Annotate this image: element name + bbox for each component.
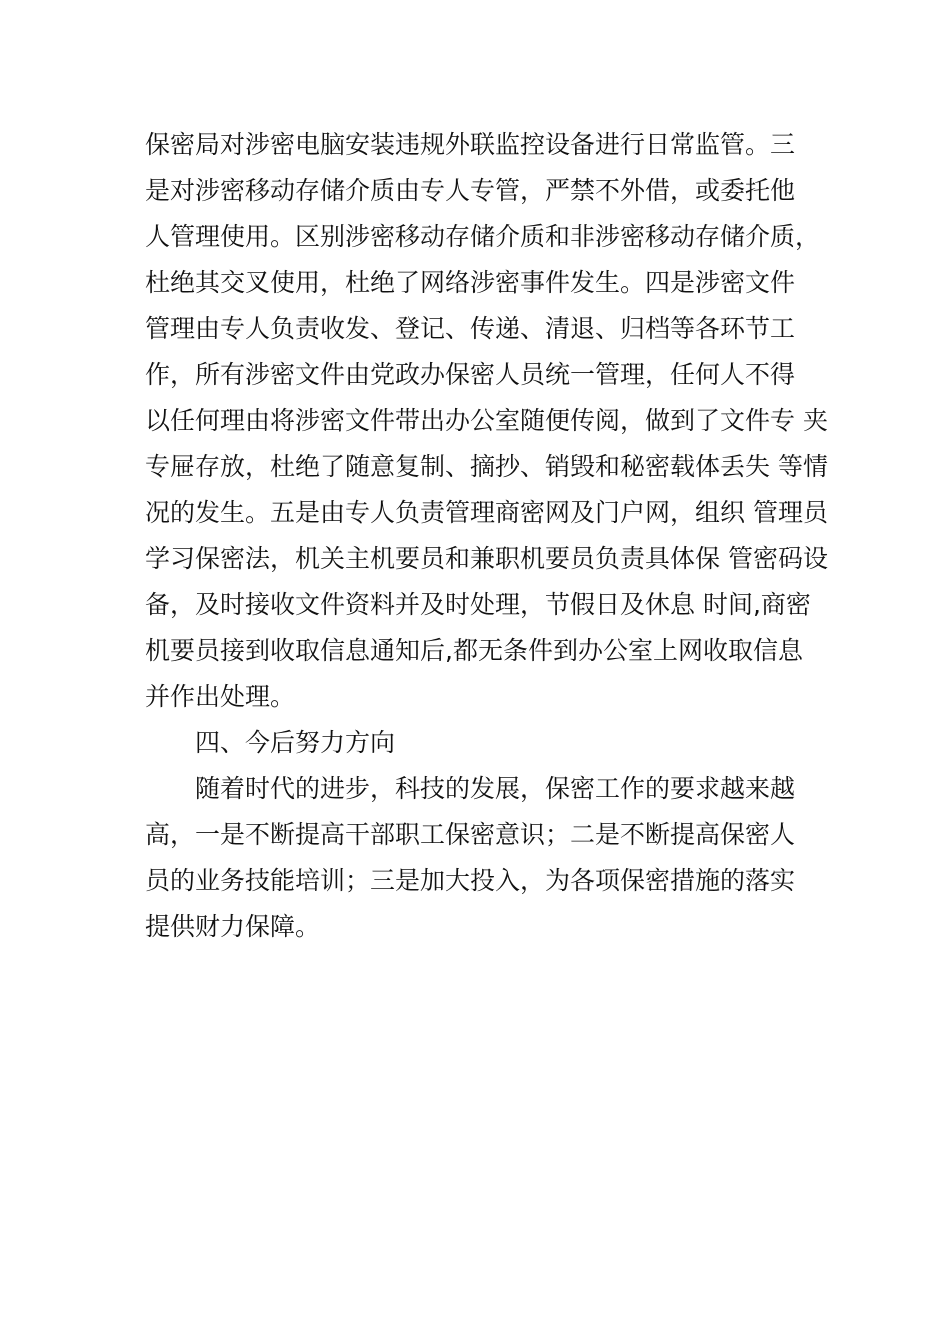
text-line: 并作出处理。 bbox=[145, 682, 296, 711]
text-line: 提供财力保障。 bbox=[145, 912, 321, 941]
text-line: 机要员接到收取信息通知后,都无条件到办公室上网收取信息 bbox=[145, 636, 803, 665]
text-line: 备，及时接收文件资料并及时处理，节假日及休息 时间,商密 bbox=[145, 590, 811, 619]
text-line: 杜绝其交叉使用，杜绝了网络涉密事件发生。四是涉密文件 bbox=[145, 268, 796, 297]
text-line: 是对涉密移动存储介质由专人专管，严禁不外借，或委托他 bbox=[145, 176, 796, 205]
text-line: 高，一是不断提高干部职工保密意识；二是不断提高保密人 bbox=[145, 820, 796, 849]
text-line: 作，所有涉密文件由党政办保密人员统一管理，任何人不得 bbox=[145, 360, 796, 389]
text-line: 学习保密法，机关主机要员和兼职机要员负责具体保 管密码设 bbox=[145, 544, 828, 573]
text-line: 人管理使用。区别涉密移动存储介质和非涉密移动存储介质， bbox=[145, 222, 821, 251]
text-line: 随着时代的进步，科技的发展，保密工作的要求越来越 bbox=[195, 774, 796, 803]
text-line: 员的业务技能培训；三是加大投入，为各项保密措施的落实 bbox=[145, 866, 796, 895]
text-line: 专屉存放，杜绝了随意复制、摘抄、销毁和秘密载体丢失 等情 bbox=[145, 452, 828, 481]
text-line: 况的发生。五是由专人负责管理商密网及门户网，组织 管理员 bbox=[145, 498, 828, 527]
text-line: 以任何理由将涉密文件带出办公室随便传阅，做到了文件专 夹 bbox=[145, 406, 828, 435]
text-line: 管理由专人负责收发、登记、传递、清退、归档等各环节工 bbox=[145, 314, 796, 343]
body-text bbox=[145, 122, 845, 950]
text-line: 保密局对涉密电脑安装违规外联监控设备进行日常监管。三 bbox=[145, 130, 796, 159]
section-heading: 四、今后努力方向 bbox=[195, 728, 396, 757]
